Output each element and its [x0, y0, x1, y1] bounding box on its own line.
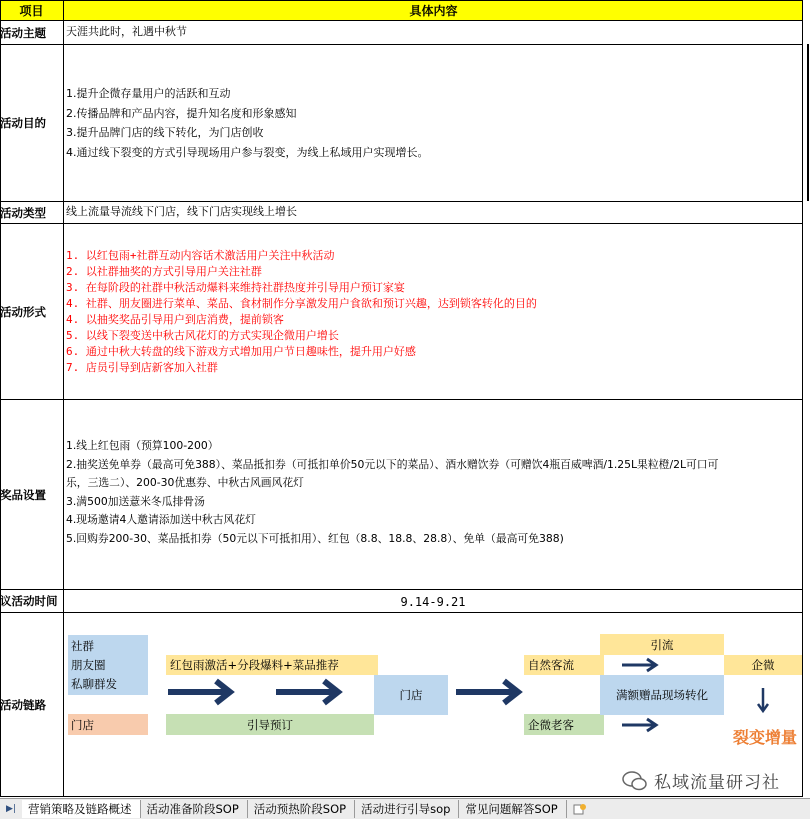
prize-item: 4.现场邀请4人邀请添加送中秋古风花灯: [66, 513, 256, 526]
content-form[interactable]: [66, 248, 537, 376]
watermark-text: 私域流量研习社: [654, 773, 780, 793]
store-middle-box: 门店: [374, 675, 448, 715]
grid-line: [0, 612, 803, 613]
grid-line: [0, 201, 803, 202]
purpose-item: 3.提升品牌门店的线下转化，为门店创收: [66, 126, 264, 139]
grid-line: [0, 20, 803, 21]
label-time[interactable]: 议活动时间: [0, 594, 58, 608]
label-theme[interactable]: 活动主题: [0, 25, 46, 40]
tab-guide-sop[interactable]: 活动进行引导sop: [355, 800, 459, 818]
natural-traffic-box: 自然客流: [524, 655, 604, 675]
fission-growth-text: 裂变增量: [732, 727, 797, 747]
add-sheet-glyph: [573, 803, 587, 815]
arrow-right-icon: [620, 716, 660, 734]
content-type[interactable]: 线上流量导流线下门店，线下门店实现线上增长: [66, 205, 297, 218]
form-item: 4. 以抽奖奖品引导用户到店消费，提前锁客: [66, 313, 284, 326]
label-prize[interactable]: 奖品设置: [0, 487, 46, 502]
content-theme[interactable]: 天涯共此时，礼遇中秋节: [66, 25, 187, 38]
add-sheet-icon[interactable]: [567, 800, 595, 818]
source-channels-box: [68, 635, 148, 695]
wechat-icon: [622, 770, 648, 792]
form-item: 2. 以社群抽奖的方式引导用户关注社群: [66, 265, 262, 278]
tab-nav-last-icon[interactable]: ▶|: [6, 804, 16, 814]
grid-line: [63, 0, 64, 797]
grid-line: [802, 0, 803, 797]
booking-guide-bar: 引导预订: [166, 714, 374, 735]
tab-prep-sop[interactable]: 活动准备阶段SOP: [141, 800, 248, 818]
source-line: 私聊群发: [71, 676, 117, 691]
wecom-box: 企微: [724, 655, 802, 675]
form-item: 7. 店员引导到店新客加入社群: [66, 361, 218, 374]
tab-strategy-overview[interactable]: 营销策略及链路概述: [22, 800, 141, 818]
form-item: 3. 在每阶段的社群中秋活动爆料来维持社群热度并引导用户预订家宴: [66, 281, 405, 294]
prize-item: 3.满500加送薏米冬瓜排骨汤: [66, 494, 205, 508]
content-time[interactable]: 9.14-9.21: [400, 595, 466, 609]
header-item[interactable]: 项目: [0, 0, 63, 20]
onsite-conversion-box: 满额赠品现场转化: [600, 675, 724, 715]
label-type[interactable]: 活动类型: [0, 205, 46, 220]
watermark: [622, 768, 780, 793]
traffic-guide-box: 引流: [600, 634, 724, 655]
sheet-tab-bar: [0, 798, 810, 819]
grid-line: [0, 399, 803, 400]
label-form[interactable]: 活动形式: [0, 304, 46, 319]
form-item: 1. 以红包雨+社群互动内容话术激活用户关注中秋活动: [66, 249, 335, 262]
form-item: 5. 以线下裂变送中秋古风花灯的方式实现企微用户增长: [66, 329, 339, 342]
source-line: 社群: [71, 638, 94, 653]
activation-bar: 红包雨激活+分段爆料+菜品推荐: [166, 655, 378, 675]
grid-line: [0, 589, 803, 590]
prize-item: 5.回购券200-30、菜品抵扣券（50元以下可抵扣用）、红包（8.8、18.8、28.8）、免单（最高可免388): [66, 531, 564, 545]
grid-line: [0, 0, 803, 1]
source-line: 朋友圈: [71, 657, 106, 672]
grid-line: [807, 44, 809, 201]
prize-item: 1.线上红包雨（预算100-200）: [66, 439, 219, 452]
arrow-right-icon: [166, 677, 236, 707]
arrow-right-icon: [620, 656, 660, 674]
prize-item: 乐，三选二）、200-30优惠券、中秋古风画风花灯: [66, 476, 304, 489]
content-purpose[interactable]: [66, 84, 429, 162]
grid-line: [0, 223, 803, 224]
form-item: 4. 社群、朋友圈进行菜单、菜品、食材制作分享激发用户食欲和预订兴趣，达到锁客转化的目的: [66, 297, 537, 310]
grid-line: [0, 44, 803, 45]
store-source-box: 门店: [68, 714, 148, 735]
form-item: 6. 通过中秋大转盘的线下游戏方式增加用户节日趣味性，提升用户好感: [66, 345, 416, 358]
arrow-right-icon: [454, 677, 524, 707]
purpose-item: 4.通过线下裂变的方式引导现场用户参与裂变，为线上私域用户实现增长。: [66, 145, 429, 159]
tab-faq-sop[interactable]: 常见问题解答SOP: [459, 800, 566, 818]
purpose-item: 1.提升企微存量用户的活跃和互动: [66, 87, 231, 100]
arrow-right-icon: [274, 677, 344, 707]
label-chain[interactable]: 活动链路: [0, 697, 46, 712]
content-prize[interactable]: [66, 437, 800, 548]
wecom-old-customers-box: 企微老客: [524, 714, 604, 735]
arrow-down-icon: [755, 686, 771, 714]
prize-item: 2.抽奖送免单券（最高可免388）、菜品抵扣券（可抵扣单价50元以下的菜品）、酒水赠饮券（可赠饮4瓶百威啤酒/1.25L果粒橙/2L可口可: [66, 457, 719, 471]
header-content[interactable]: 具体内容: [64, 0, 803, 20]
grid-line: [0, 796, 803, 797]
label-purpose[interactable]: 活动目的: [0, 116, 46, 130]
tab-warmup-sop[interactable]: 活动预热阶段SOP: [248, 800, 355, 818]
purpose-item: 2.传播品牌和产品内容，提升知名度和形象感知: [66, 106, 297, 120]
